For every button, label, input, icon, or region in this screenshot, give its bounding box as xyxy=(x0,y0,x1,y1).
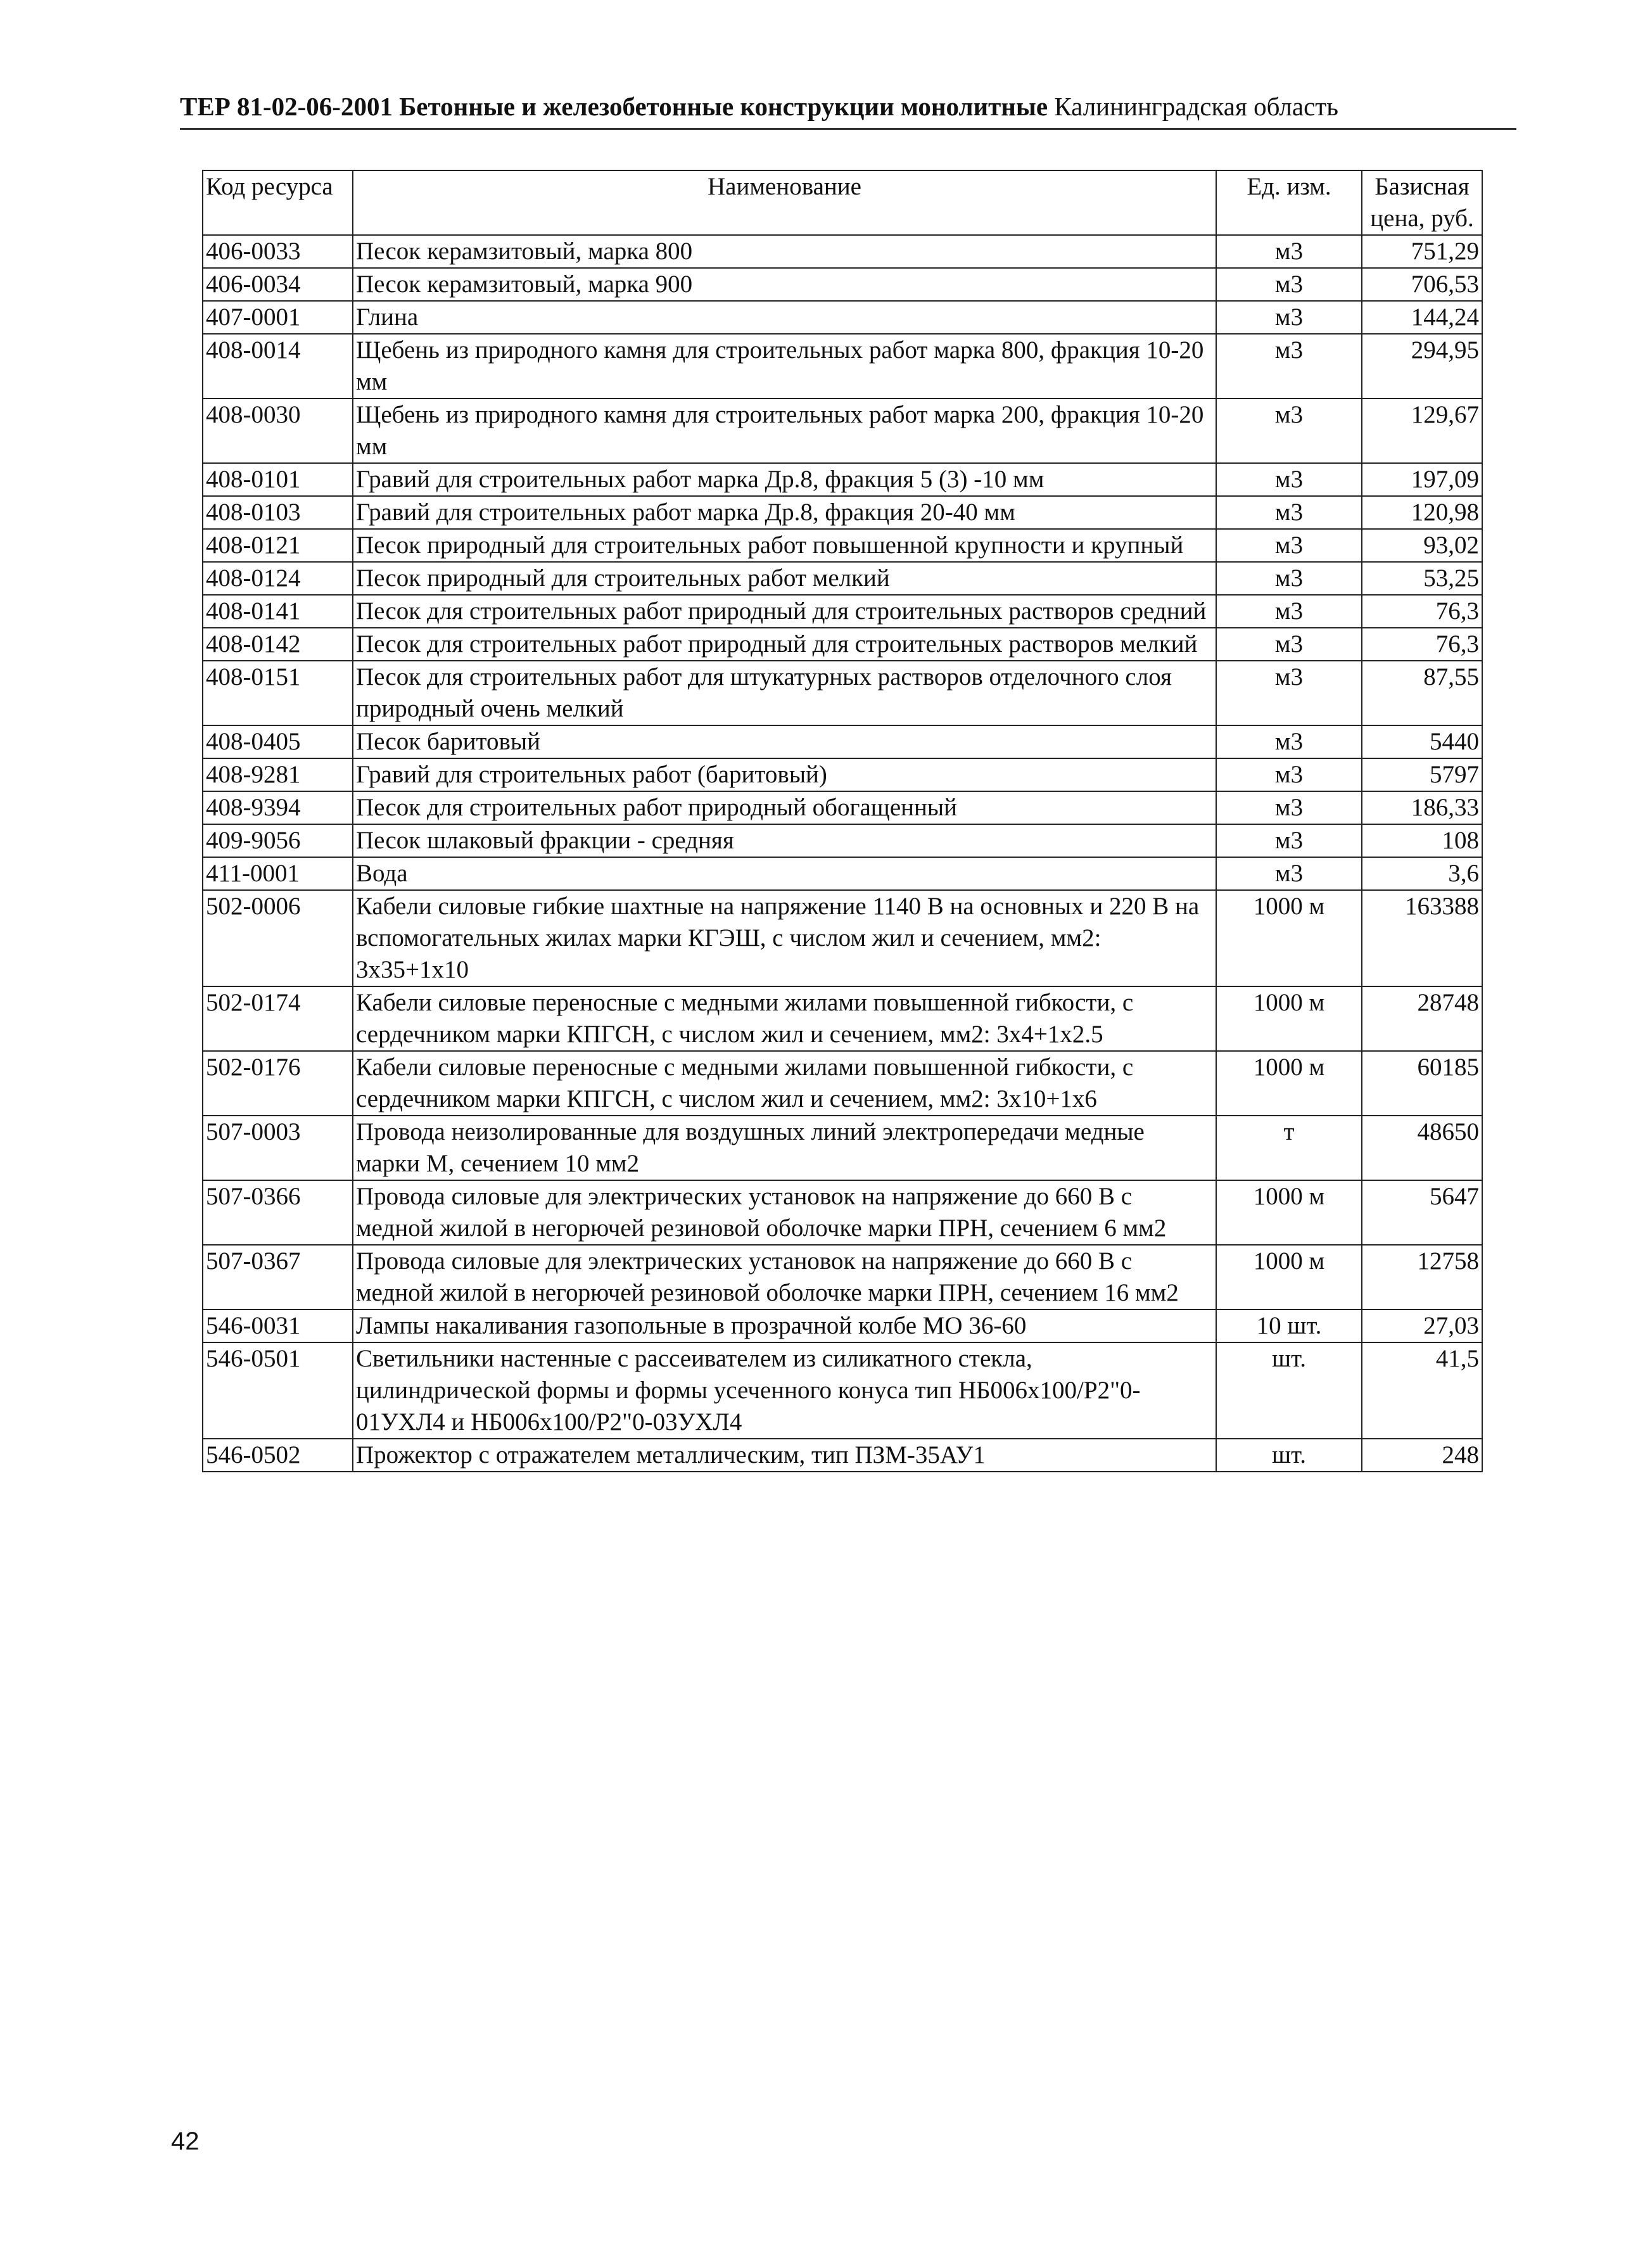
resource-code: 502-0006 xyxy=(203,890,353,986)
resource-price: 93,02 xyxy=(1362,529,1482,562)
resource-price: 87,55 xyxy=(1362,661,1482,725)
table-row xyxy=(203,1245,1482,1309)
resource-unit: м3 xyxy=(1216,301,1362,334)
resource-code: 408-0103 xyxy=(203,496,353,529)
table-row xyxy=(203,1342,1482,1439)
resource-code: 408-9394 xyxy=(203,791,353,824)
resource-price: 5647 xyxy=(1362,1180,1482,1245)
resource-unit: м3 xyxy=(1216,463,1362,496)
resource-price: 120,98 xyxy=(1362,496,1482,529)
table-body xyxy=(203,235,1482,1472)
table-row xyxy=(203,890,1482,986)
resource-unit: м3 xyxy=(1216,562,1362,595)
resource-name: Песок керамзитовый, марка 900 xyxy=(353,268,1216,301)
resource-price: 248 xyxy=(1362,1439,1482,1472)
resource-price: 197,09 xyxy=(1362,463,1482,496)
table-row xyxy=(203,529,1482,562)
resource-name: Песок для строительных работ для штукатурных растворов отделочного слоя природный очень мелкий xyxy=(353,661,1216,725)
resource-name: Провода неизолированные для воздушных линий электропередачи медные марки М, сечением 10 мм2 xyxy=(353,1116,1216,1180)
resource-price: 76,3 xyxy=(1362,595,1482,628)
resource-code: 502-0176 xyxy=(203,1051,353,1116)
column-header-unit: Ед. изм. xyxy=(1216,170,1362,235)
table-row xyxy=(203,1439,1482,1472)
table-row xyxy=(203,235,1482,268)
resource-unit: шт. xyxy=(1216,1342,1362,1439)
resource-price: 27,03 xyxy=(1362,1309,1482,1342)
column-header-name: Наименование xyxy=(353,170,1216,235)
resource-price: 76,3 xyxy=(1362,628,1482,661)
resource-name: Песок керамзитовый, марка 800 xyxy=(353,235,1216,268)
table-row xyxy=(203,661,1482,725)
table-row xyxy=(203,398,1482,463)
table-row xyxy=(203,824,1482,857)
resource-unit: 1000 м xyxy=(1216,986,1362,1051)
resource-code: 408-9281 xyxy=(203,758,353,791)
resource-unit: м3 xyxy=(1216,529,1362,562)
resource-code: 408-0101 xyxy=(203,463,353,496)
resource-name: Кабели силовые гибкие шахтные на напряжение 1140 В на основных и 220 В на вспомогательных жилах марки КГЭШ, с числом жил и сечением, мм2: 3х35+1х10 xyxy=(353,890,1216,986)
resource-name: Песок для строительных работ природный для строительных растворов мелкий xyxy=(353,628,1216,661)
table-row xyxy=(203,758,1482,791)
resource-price: 144,24 xyxy=(1362,301,1482,334)
resource-price: 48650 xyxy=(1362,1116,1482,1180)
resource-code: 408-0014 xyxy=(203,334,353,398)
resource-code: 408-0405 xyxy=(203,725,353,758)
table-row xyxy=(203,496,1482,529)
resource-code: 408-0124 xyxy=(203,562,353,595)
resource-code: 409-9056 xyxy=(203,824,353,857)
resource-price: 60185 xyxy=(1362,1051,1482,1116)
resource-price: 108 xyxy=(1362,824,1482,857)
resource-name: Лампы накаливания газопольные в прозрачной колбе МО 36-60 xyxy=(353,1309,1216,1342)
resource-code: 407-0001 xyxy=(203,301,353,334)
resource-code: 406-0033 xyxy=(203,235,353,268)
resource-unit: м3 xyxy=(1216,661,1362,725)
table-row xyxy=(203,725,1482,758)
resource-name: Щебень из природного камня для строительных работ марка 200, фракция 10-20 мм xyxy=(353,398,1216,463)
resource-name: Провода силовые для электрических установок на напряжение до 660 В с медной жилой в негорючей резиновой оболочке марки ПРН, сечением 6 мм2 xyxy=(353,1180,1216,1245)
table-row xyxy=(203,268,1482,301)
resource-unit: м3 xyxy=(1216,496,1362,529)
resource-unit: м3 xyxy=(1216,857,1362,890)
resource-price: 706,53 xyxy=(1362,268,1482,301)
resource-unit: 1000 м xyxy=(1216,1245,1362,1309)
resource-name: Кабели силовые переносные с медными жилами повышенной гибкости, с сердечником марки КПГСН, с числом жил и сечением, мм2: 3х10+1х6 xyxy=(353,1051,1216,1116)
resource-name: Песок баритовый xyxy=(353,725,1216,758)
resource-name: Глина xyxy=(353,301,1216,334)
resource-price-table xyxy=(202,170,1483,1472)
resource-code: 546-0502 xyxy=(203,1439,353,1472)
table-row xyxy=(203,463,1482,496)
table-row xyxy=(203,1309,1482,1342)
resource-code: 502-0174 xyxy=(203,986,353,1051)
resource-name: Песок шлаковый фракции - средняя xyxy=(353,824,1216,857)
table-header-row xyxy=(203,170,1482,235)
resource-price: 129,67 xyxy=(1362,398,1482,463)
resource-code: 411-0001 xyxy=(203,857,353,890)
table-row xyxy=(203,334,1482,398)
table-row xyxy=(203,628,1482,661)
resource-unit: м3 xyxy=(1216,628,1362,661)
resource-name: Щебень из природного камня для строительных работ марка 800, фракция 10-20 мм xyxy=(353,334,1216,398)
resource-unit: м3 xyxy=(1216,824,1362,857)
resource-code: 546-0031 xyxy=(203,1309,353,1342)
resource-unit: 10 шт. xyxy=(1216,1309,1362,1342)
resource-name: Вода xyxy=(353,857,1216,890)
resource-unit: м3 xyxy=(1216,398,1362,463)
table-row xyxy=(203,1051,1482,1116)
resource-name: Кабели силовые переносные с медными жилами повышенной гибкости, с сердечником марки КПГСН, с числом жил и сечением, мм2: 3х4+1х2.5 xyxy=(353,986,1216,1051)
resource-unit: 1000 м xyxy=(1216,1051,1362,1116)
table-row xyxy=(203,1180,1482,1245)
table-row xyxy=(203,986,1482,1051)
resource-code: 507-0366 xyxy=(203,1180,353,1245)
header-divider xyxy=(180,128,1516,130)
resource-unit: 1000 м xyxy=(1216,1180,1362,1245)
resource-name: Светильники настенные с рассеивателем из силикатного стекла, цилиндрической формы и формы усеченного конуса тип НБ006х100/Р2"0-01УХЛ4 и НБ006х100/Р2"0-03УХЛ4 xyxy=(353,1342,1216,1439)
resource-name: Провода силовые для электрических установок на напряжение до 660 В с медной жилой в негорючей резиновой оболочке марки ПРН, сечением 16 мм2 xyxy=(353,1245,1216,1309)
resource-code: 507-0367 xyxy=(203,1245,353,1309)
resource-name: Прожектор с отражателем металлическим, тип ПЗМ-35АУ1 xyxy=(353,1439,1216,1472)
resource-price: 163388 xyxy=(1362,890,1482,986)
resource-price: 12758 xyxy=(1362,1245,1482,1309)
resource-unit: м3 xyxy=(1216,725,1362,758)
document-title: ТЕР 81-02-06-2001 Бетонные и железобетонные конструкции монолитные xyxy=(180,92,1048,121)
region-label: Калининградская область xyxy=(1054,92,1338,121)
resource-price: 41,5 xyxy=(1362,1342,1482,1439)
resource-unit: м3 xyxy=(1216,334,1362,398)
resource-price: 186,33 xyxy=(1362,791,1482,824)
table-row xyxy=(203,857,1482,890)
column-header-code: Код ресурса xyxy=(203,170,353,235)
table-row xyxy=(203,562,1482,595)
resource-code: 406-0034 xyxy=(203,268,353,301)
resource-price: 5797 xyxy=(1362,758,1482,791)
resource-name: Песок для строительных работ природный для строительных растворов средний xyxy=(353,595,1216,628)
resource-name: Гравий для строительных работ (баритовый) xyxy=(353,758,1216,791)
resource-unit: 1000 м xyxy=(1216,890,1362,986)
resource-price: 751,29 xyxy=(1362,235,1482,268)
resource-code: 408-0030 xyxy=(203,398,353,463)
resource-name: Гравий для строительных работ марка Др.8, фракция 20-40 мм xyxy=(353,496,1216,529)
resource-name: Песок для строительных работ природный обогащенный xyxy=(353,791,1216,824)
resource-code: 408-0141 xyxy=(203,595,353,628)
resource-unit: м3 xyxy=(1216,758,1362,791)
table-row xyxy=(203,791,1482,824)
table-row xyxy=(203,595,1482,628)
resource-unit: м3 xyxy=(1216,235,1362,268)
resource-unit: м3 xyxy=(1216,595,1362,628)
resource-code: 408-0151 xyxy=(203,661,353,725)
resource-unit: м3 xyxy=(1216,268,1362,301)
page-header xyxy=(180,87,1516,125)
resource-name: Песок природный для строительных работ мелкий xyxy=(353,562,1216,595)
resource-unit: шт. xyxy=(1216,1439,1362,1472)
resource-code: 507-0003 xyxy=(203,1116,353,1180)
resource-code: 408-0121 xyxy=(203,529,353,562)
resource-price: 3,6 xyxy=(1362,857,1482,890)
resource-price: 294,95 xyxy=(1362,334,1482,398)
page-number: 42 xyxy=(171,2127,200,2155)
resource-price: 28748 xyxy=(1362,986,1482,1051)
resource-name: Гравий для строительных работ марка Др.8, фракция 5 (3) -10 мм xyxy=(353,463,1216,496)
resource-code: 546-0501 xyxy=(203,1342,353,1439)
table-row xyxy=(203,1116,1482,1180)
resource-unit: т xyxy=(1216,1116,1362,1180)
resource-unit: м3 xyxy=(1216,791,1362,824)
table-row xyxy=(203,301,1482,334)
resource-price: 53,25 xyxy=(1362,562,1482,595)
resource-code: 408-0142 xyxy=(203,628,353,661)
column-header-price: Базисная цена, руб. xyxy=(1362,170,1482,235)
resource-name: Песок природный для строительных работ повышенной крупности и крупный xyxy=(353,529,1216,562)
resource-price: 5440 xyxy=(1362,725,1482,758)
